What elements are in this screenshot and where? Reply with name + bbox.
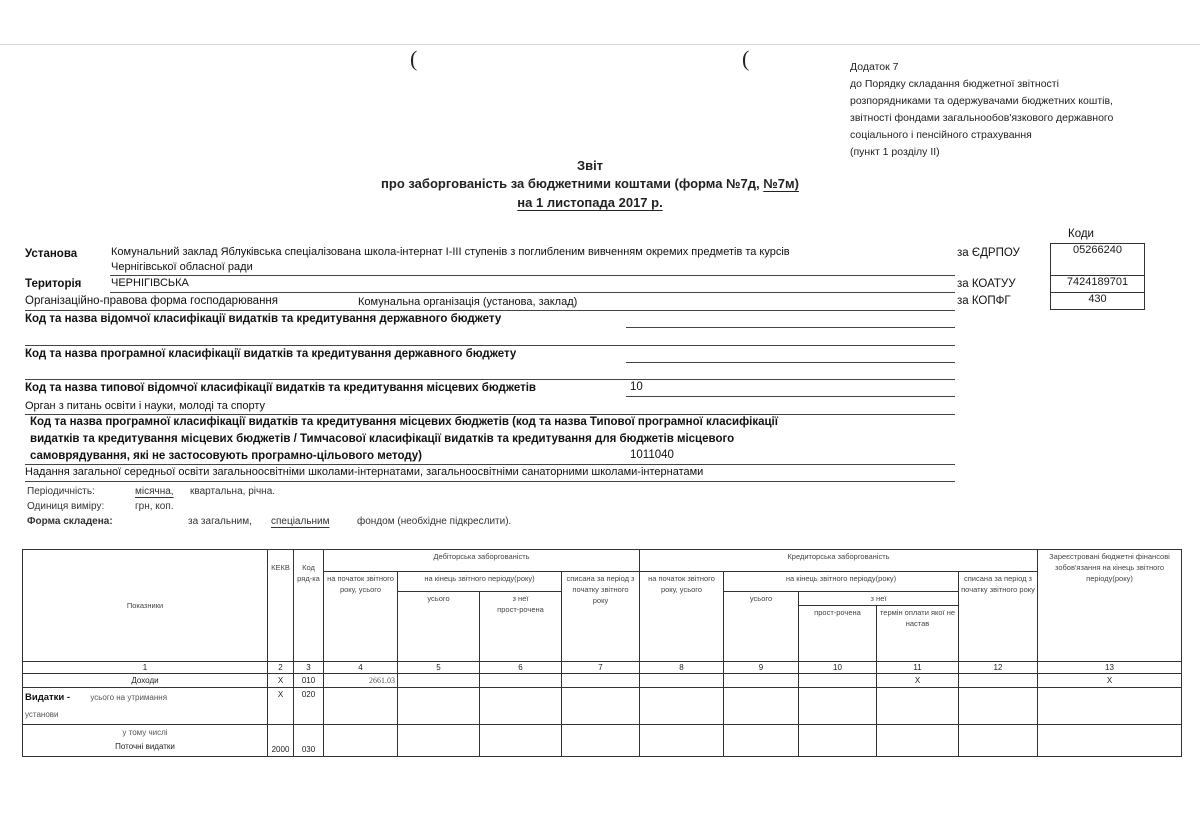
- form-general: за загальним,: [188, 516, 252, 527]
- local-prog-label-2: видатків та кредитування місцевих бюджетів / Тимчасової класифікації видатків та кредитування для бюджетів місцевого: [30, 433, 735, 445]
- header-row-code: Код ряд-ка: [294, 550, 324, 662]
- header-registered: Зареєстровані бюджетні фінансові зобов'язання на кінець звітного періоду(року): [1038, 550, 1182, 662]
- row-value[interactable]: [398, 725, 480, 757]
- institution-label: Установа: [25, 248, 78, 260]
- org-form-label: Організаційно-правова форма господарювання: [25, 295, 278, 307]
- report-date: [340, 195, 840, 210]
- report-title: Звіт: [576, 158, 604, 173]
- row-kekv: X: [268, 674, 294, 688]
- header-credit-end: на кінець звітного періоду(року): [724, 572, 959, 592]
- row-indicator-bold: Видатки -: [25, 692, 71, 703]
- col-number: 4: [324, 662, 398, 674]
- col-number: 2: [268, 662, 294, 674]
- local-prog-label-3: самоврядування, які не застосовують програмно-цільового методу): [30, 450, 422, 462]
- col-number: 13: [1038, 662, 1182, 674]
- row-value[interactable]: [398, 688, 480, 725]
- row-indicator-text: усього на утримання: [90, 693, 168, 702]
- row-value[interactable]: [480, 674, 562, 688]
- field-line: [25, 310, 955, 311]
- field-line: [25, 345, 955, 346]
- header-credit-written-off: списана за період з початку звітного року: [959, 572, 1038, 662]
- scan-mark: (: [742, 46, 750, 71]
- periodicity-other: квартальна, річна.: [190, 486, 276, 497]
- local-prog-label: Код та назва програмної класифікації видатків та кредитування місцевих бюджетів (код та назва Типової програмної класифікації: [30, 416, 778, 428]
- header-credit-overdue: прост-рочена: [799, 606, 877, 662]
- edrpou-code: 05266240: [1050, 243, 1145, 276]
- debt-table: [22, 549, 1182, 757]
- scan-mark: (: [410, 46, 418, 71]
- row-value[interactable]: [959, 688, 1038, 725]
- row-value[interactable]: [480, 688, 562, 725]
- codes-header: Коди: [1068, 228, 1094, 240]
- row-value[interactable]: [799, 674, 877, 688]
- typical-class-label: Код та назва типової відомчої класифікації видатків та кредитування місцевих бюджетів: [25, 382, 536, 394]
- header-credit-start: на початок звітного року, усього: [640, 572, 724, 662]
- row-code: 020: [294, 688, 324, 725]
- field-line: [110, 292, 955, 293]
- periodicity-label: Періодичність:: [27, 486, 95, 497]
- row-value[interactable]: [1038, 688, 1182, 725]
- row-value[interactable]: [324, 725, 398, 757]
- row-code: 010: [294, 674, 324, 688]
- row-value[interactable]: [959, 674, 1038, 688]
- annex-line: соціального і пенсійного страхування: [850, 129, 1032, 141]
- field-line: [626, 396, 955, 397]
- row-value[interactable]: [799, 688, 877, 725]
- row-value[interactable]: [640, 725, 724, 757]
- row-indicator-text-2: установи: [25, 710, 59, 719]
- form-special: спеціальним: [271, 516, 330, 527]
- row-value[interactable]: [877, 688, 959, 725]
- unit-value: грн, коп.: [135, 501, 174, 512]
- row-indicator: [23, 725, 268, 757]
- col-number: 8: [640, 662, 724, 674]
- row-indicator-text: Поточні видатки: [115, 742, 175, 751]
- subtitle-text: про заборгованість за бюджетними коштами (форма №7д,: [381, 176, 760, 191]
- header-debit-overdue: [480, 592, 562, 662]
- col-number: 6: [480, 662, 562, 674]
- row-value[interactable]: [877, 725, 959, 757]
- row-value[interactable]: [640, 688, 724, 725]
- row-indicator: [23, 688, 268, 725]
- kopfg-code: 430: [1050, 292, 1145, 310]
- koatuu-label: за КОАТУУ: [957, 278, 1016, 290]
- header-credit-total: усього: [724, 592, 799, 662]
- annex-line: до Порядку складання бюджетної звітності: [850, 78, 1059, 90]
- institution-name-2: Чернігівської обласної ради: [111, 261, 253, 273]
- header-kekv: КЕКВ: [268, 550, 294, 662]
- report-date-text: на 1 листопада 2017 р.: [517, 195, 663, 210]
- header-of-which: з неї: [512, 594, 529, 603]
- row-indicator-top: у тому числі: [122, 728, 168, 737]
- row-value[interactable]: [398, 674, 480, 688]
- page-top-border: [0, 44, 1200, 45]
- local-prog-code: 1011040: [630, 449, 674, 461]
- field-line: [25, 379, 955, 380]
- header-debit-total: усього: [398, 592, 480, 662]
- field-line: [626, 327, 955, 328]
- header-credit-of-which: з неї: [799, 592, 959, 606]
- header-debit: Дебіторська заборгованість: [324, 550, 640, 572]
- col-number: 1: [23, 662, 268, 674]
- row-kekv: 2000: [268, 725, 294, 757]
- row-value[interactable]: [1038, 725, 1182, 757]
- row-value[interactable]: 2661.03: [324, 674, 398, 688]
- territory-label: Територія: [25, 278, 82, 290]
- header-credit: Кредиторська заборгованість: [640, 550, 1038, 572]
- col-number: 9: [724, 662, 799, 674]
- row-value[interactable]: [562, 725, 640, 757]
- report-subtitle: [330, 176, 850, 191]
- org-form-value: Комунальна організація (установа, заклад): [358, 296, 578, 308]
- institution-name: Комунальний заклад Яблуківська спеціалізована школа-інтернат І-ІІІ ступенів з поглибленим вивченням окремих предметів та курсів: [111, 246, 790, 258]
- header-debit-written-off: списана за період з початку звітного року: [562, 572, 640, 662]
- header-debit-start: на початок звітного року, усього: [324, 572, 398, 662]
- row-value[interactable]: [799, 725, 877, 757]
- row-value[interactable]: [562, 688, 640, 725]
- form-rest: фондом (необхідне підкреслити).: [357, 516, 512, 527]
- typical-class-name: Орган з питань освіти і науки, молоді та спорту: [25, 400, 266, 412]
- field-line: [25, 414, 955, 415]
- edrpou-label: за ЄДРПОУ: [957, 247, 1020, 259]
- prog-class-label: Код та назва програмної класифікації видатків та кредитування державного бюджету: [25, 348, 517, 360]
- annex-line: (пункт 1 розділу II): [850, 146, 940, 158]
- koatuu-code: 7424189701: [1050, 275, 1145, 293]
- territory-value: ЧЕРНІГІВСЬКА: [111, 277, 189, 289]
- row-value[interactable]: [724, 725, 799, 757]
- local-prog-name: Надання загальної середньої освіти загальноосвітніми школами-інтернатами, загальноосвітніми санаторними школами-інтернатами: [25, 466, 704, 478]
- field-line: [25, 464, 955, 465]
- kopfg-label: за КОПФГ: [957, 295, 1011, 307]
- form-label: Форма складена:: [27, 516, 113, 527]
- header-debit-end: на кінець звітного періоду(року): [398, 572, 562, 592]
- row-value[interactable]: [724, 688, 799, 725]
- row-indicator: Доходи: [23, 674, 268, 688]
- typical-class-code: 10: [630, 381, 643, 393]
- col-number: 12: [959, 662, 1038, 674]
- periodicity-monthly: місячна,: [135, 486, 174, 497]
- col-number: 5: [398, 662, 480, 674]
- row-value: X: [1038, 674, 1182, 688]
- header-credit-not-due: термін оплати якої не настав: [877, 606, 959, 662]
- col-number: 11: [877, 662, 959, 674]
- row-code: 030: [294, 725, 324, 757]
- annex-note: [850, 59, 1113, 161]
- header-overdue: прост-рочена: [497, 605, 544, 614]
- row-kekv: X: [268, 688, 294, 725]
- header-indicators: Показники: [23, 550, 268, 662]
- col-number: 10: [799, 662, 877, 674]
- row-value[interactable]: [562, 674, 640, 688]
- table-row: [23, 674, 1182, 688]
- field-line: [626, 362, 955, 363]
- row-value: X: [877, 674, 959, 688]
- unit-label: Одиниця виміру:: [27, 501, 105, 512]
- table-row: [23, 725, 1182, 757]
- dept-class-label: Код та назва відомчої класифікації видатків та кредитування державного бюджету: [25, 313, 502, 325]
- field-line: [110, 275, 955, 276]
- table-row: [23, 688, 1182, 725]
- subtitle-form: №7м): [763, 176, 799, 191]
- field-line: [25, 481, 955, 482]
- col-number: 3: [294, 662, 324, 674]
- row-value[interactable]: [724, 674, 799, 688]
- row-value[interactable]: [640, 674, 724, 688]
- annex-line: Додаток 7: [850, 61, 899, 73]
- row-value[interactable]: [480, 725, 562, 757]
- col-number: 7: [562, 662, 640, 674]
- row-value[interactable]: [324, 688, 398, 725]
- row-value[interactable]: [959, 725, 1038, 757]
- annex-line: звітності фондами загальнообов'язкового державного: [850, 112, 1114, 124]
- annex-line: розпорядниками та одержувачами бюджетних коштів,: [850, 95, 1113, 107]
